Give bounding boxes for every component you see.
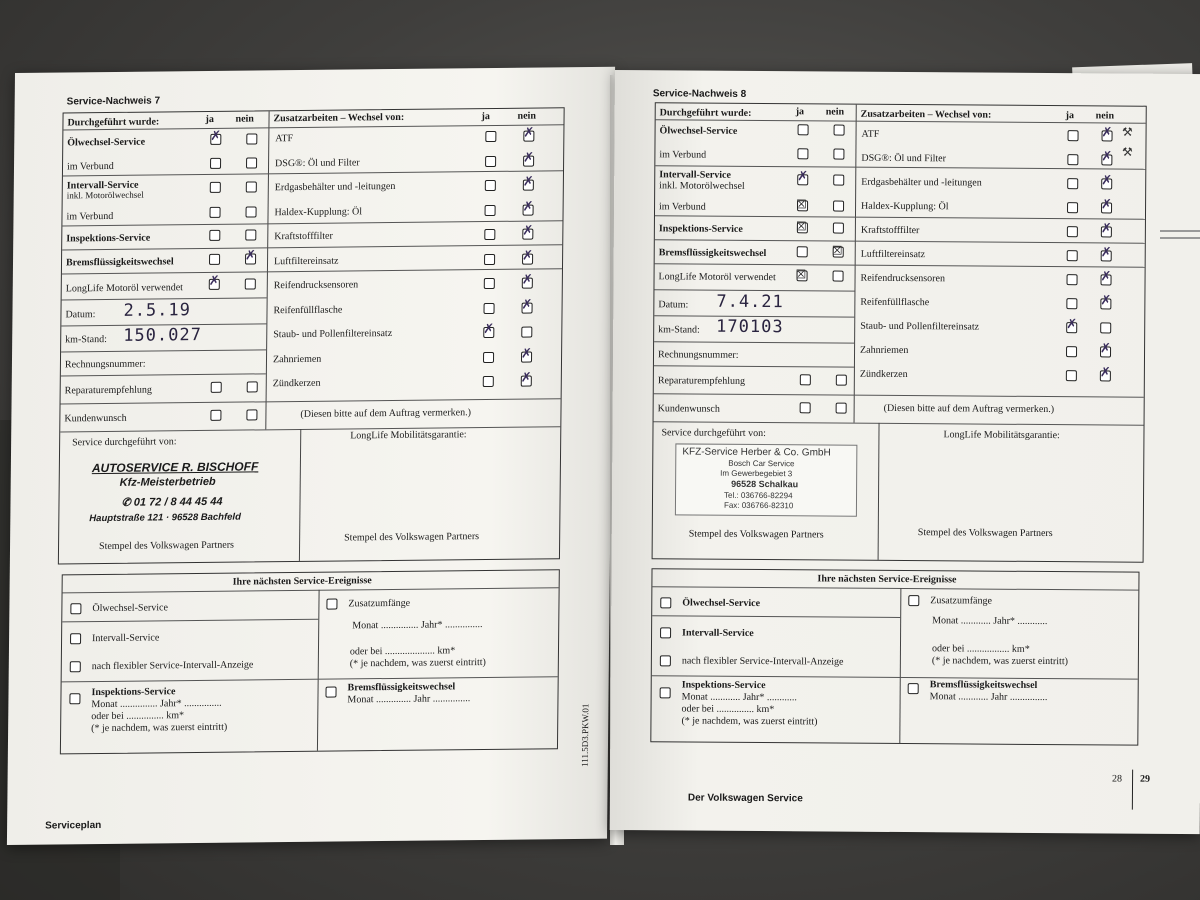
checkbox-zusatz-nein[interactable] — [521, 351, 532, 362]
stamp-caption-2: Stempel des Volkswagen Partners — [344, 531, 480, 544]
checkbox-zusatz-nein[interactable] — [1102, 130, 1113, 141]
zusatz-item: Reifenfüllflasche — [273, 304, 343, 316]
next-brems: Bremsflüssigkeitswechsel — [347, 681, 456, 694]
item-oelwechsel: Ölwechsel-Service — [67, 136, 146, 149]
zusatz-item: Zündkerzen — [859, 368, 908, 381]
stamp-caption-1: Stempel des Volkswagen Partners — [98, 539, 235, 553]
next-brems-monat: Monat ............ Jahr ............... — [929, 691, 1048, 704]
checkbox-brems-ja[interactable] — [209, 254, 220, 265]
next-oel: Ölwechsel-Service — [682, 597, 761, 610]
next-events-title: Ihre nächsten Service-Ereignisse — [232, 575, 372, 588]
checkbox-zusatz-ja[interactable] — [1066, 346, 1077, 357]
datum-value: 7.4.21 — [716, 291, 784, 313]
col-header-nein: nein — [825, 106, 845, 118]
checkbox-kunden-ja[interactable] — [210, 410, 221, 421]
footer-left: Serviceplan — [45, 819, 102, 832]
col-header-durchgefuehrt: Durchgeführt wurde: — [67, 116, 160, 129]
checkbox-kunden-nein[interactable] — [246, 409, 257, 420]
service-booklet — [10, 55, 1195, 855]
checkbox-zusatz-ja[interactable] — [485, 204, 496, 215]
checkbox-oel-nein[interactable] — [246, 133, 257, 144]
zusatz-item: Luftfiltereinsatz — [860, 248, 926, 261]
checkbox-zusatz-nein[interactable] — [523, 131, 534, 142]
next-insp-oder: oder bei ............... km* — [91, 710, 185, 723]
checkbox-zusatz-ja[interactable] — [1067, 154, 1078, 165]
zusatz-item: Kraftstofffilter — [860, 224, 920, 237]
checkbox-zusatz-ja[interactable] — [1067, 202, 1078, 213]
item-intervall: Intervall-Service — [66, 179, 139, 192]
checkbox-next-intervall[interactable] — [660, 627, 671, 638]
km-label: km-Stand: — [658, 324, 700, 336]
next-insp-je: (* je nachdem, was zuerst eintritt) — [91, 721, 228, 735]
longlife-label: LongLife Mobilitätsgarantie: — [943, 429, 1060, 442]
checkbox-zusatz-nein[interactable] — [1100, 346, 1111, 357]
checkbox-kunden-ja[interactable] — [800, 402, 811, 413]
zusatz-item: DSG®: Öl und Filter — [275, 156, 360, 169]
next-zusatz: Zusatzumfänge — [348, 597, 411, 610]
checkbox-verbund1-ja[interactable] — [797, 148, 808, 159]
rechnung-label: Rechnungsnummer: — [657, 349, 739, 361]
zusatz-item: Staub- und Pollenfiltereinsatz — [273, 328, 393, 341]
checkbox-zusatz-nein[interactable] — [522, 253, 533, 264]
checkbox-zusatz-ja[interactable] — [484, 302, 495, 313]
zusatz-item: Zahnriemen — [272, 353, 322, 365]
checkbox-reparatur-nein[interactable] — [247, 381, 258, 392]
checkbox-longlife-nein[interactable] — [833, 271, 844, 282]
form-code: 111.5D3.PKW.01 — [579, 703, 591, 767]
next-monat-jahr: Monat ............... Jahr* ............... — [352, 619, 483, 632]
checkbox-zusatz-nein[interactable] — [522, 302, 533, 313]
next-zusatz-monat: Monat ............ Jahr* ............ — [932, 615, 1048, 628]
checkbox-insp-nein[interactable] — [833, 223, 844, 234]
checkbox-zusatz-nein[interactable] — [1100, 322, 1111, 333]
checkbox-next-brems[interactable] — [908, 683, 919, 694]
checkbox-zusatz-nein[interactable] — [1101, 178, 1112, 189]
kunden-label: Kundenwunsch — [64, 412, 127, 425]
checkbox-zusatz-ja[interactable] — [1067, 250, 1078, 261]
service-form — [58, 107, 565, 564]
zusatz-item: Luftfiltereinsatz — [273, 255, 339, 267]
item-longlife: LongLife Motoröl verwendet — [658, 271, 776, 284]
checkbox-reparatur-ja[interactable] — [211, 382, 222, 393]
item-intervall-sub: inkl. Motorölwechsel — [66, 189, 144, 201]
zusatz-item: ATF — [861, 128, 880, 140]
checkbox-next-zusatz[interactable] — [326, 599, 337, 610]
next-insp: Inspektions-Service — [91, 686, 176, 699]
datum-label: Datum: — [65, 309, 96, 321]
checkbox-zusatz-ja[interactable] — [483, 376, 494, 387]
checkbox-verbund2-ja[interactable] — [209, 207, 220, 218]
checkbox-zusatz-ja[interactable] — [483, 351, 494, 362]
next-intervall: Intervall-Service — [682, 627, 754, 639]
datum-label: Datum: — [658, 299, 689, 311]
checkbox-next-intervall[interactable] — [70, 633, 81, 644]
checkbox-next-oel[interactable] — [660, 597, 671, 608]
checkbox-brems-nein[interactable] — [833, 247, 844, 258]
next-oder: oder bei .................... km* — [349, 645, 456, 658]
zusatz-item: Erdgasbehälter und -leitungen — [861, 176, 982, 189]
checkbox-zusatz-ja[interactable] — [1066, 298, 1077, 309]
zusatz-item: ATF — [275, 133, 294, 145]
checkbox-next-flex[interactable] — [70, 661, 81, 672]
item-longlife: LongLife Motoröl verwendet — [65, 282, 184, 295]
col-header-zusatz: Zusatzarbeiten – Wechsel von: — [273, 111, 405, 125]
item-inspektion: Inspektions-Service — [66, 232, 151, 245]
next-je: (* je nachdem, was zuerst eintritt) — [349, 656, 486, 670]
checkbox-zusatz-ja[interactable] — [1068, 130, 1079, 141]
col-header-nein: nein — [235, 113, 254, 125]
checkbox-zusatz-nein[interactable] — [1100, 370, 1111, 381]
checkbox-zusatz-ja[interactable] — [484, 253, 495, 264]
checkbox-reparatur-ja[interactable] — [800, 374, 811, 385]
datum-value: 2.5.19 — [123, 300, 192, 321]
item-oelwechsel: Ölwechsel-Service — [659, 125, 738, 137]
next-intervall: Intervall-Service — [92, 632, 160, 645]
checkbox-reparatur-nein[interactable] — [836, 375, 847, 386]
checkbox-zusatz-nein[interactable] — [1101, 274, 1112, 285]
stamp-caption-1: Stempel des Volkswagen Partners — [688, 528, 824, 541]
page-number-right: 29 — [1140, 773, 1151, 785]
checkbox-oel-ja[interactable] — [798, 124, 809, 135]
next-brems: Bremsflüssigkeitswechsel — [929, 679, 1038, 691]
reparatur-label: Reparaturempfehlung — [657, 375, 746, 387]
checkbox-verbund2-ja[interactable] — [797, 200, 808, 211]
checkbox-zusatz-ja[interactable] — [485, 131, 496, 142]
checkbox-verbund2-nein[interactable] — [833, 201, 844, 212]
checkbox-next-oel[interactable] — [70, 603, 81, 614]
item-inspektion: Inspektions-Service — [658, 223, 743, 235]
item-verbund-1: im Verbund — [66, 160, 114, 173]
checkbox-zusatz-nein[interactable] — [521, 327, 532, 338]
next-events-box — [60, 569, 560, 754]
checkbox-zusatz-ja[interactable] — [1066, 370, 1077, 381]
next-events-box — [650, 568, 1139, 745]
checkbox-longlife-ja[interactable] — [797, 270, 808, 281]
reparatur-label: Reparaturempfehlung — [64, 384, 152, 397]
zusatz-item: Staub- und Pollenfiltereinsatz — [860, 320, 980, 333]
item-verbund-1: im Verbund — [659, 149, 707, 161]
next-insp-monat: Monat ............ Jahr* ............ — [681, 691, 797, 704]
next-flex: nach flexibler Service-Intervall-Anzeige — [91, 659, 254, 673]
checkbox-intervall-nein[interactable] — [833, 175, 844, 186]
stamp-city: 96528 Schalkau — [731, 478, 799, 490]
stamp-caption-2: Stempel des Volkswagen Partners — [917, 527, 1053, 540]
item-intervall: Intervall-Service — [659, 169, 731, 181]
next-flex: nach flexibler Service-Intervall-Anzeige — [681, 655, 844, 668]
item-intervall-sub: inkl. Motorölwechsel — [659, 180, 745, 192]
stamp-phone: ✆ 01 72 / 8 44 45 44 — [121, 495, 223, 509]
next-events-title: Ihre nächsten Service-Ereignisse — [817, 573, 957, 586]
item-brems: Bremsflüssigkeitswechsel — [65, 256, 174, 269]
next-insp-monat: Monat ............... Jahr* ............... — [91, 697, 222, 711]
zusatz-item: Kraftstofffilter — [274, 230, 333, 243]
checkbox-zusatz-nein[interactable] — [1101, 154, 1112, 165]
col-header-ja: ja — [205, 113, 214, 125]
next-oder: oder bei ................. km* — [931, 643, 1030, 655]
checkbox-intervall-nein[interactable] — [246, 181, 257, 192]
stamp-sub: Kfz-Meisterbetrieb — [119, 475, 216, 489]
checkbox-zusatz-nein[interactable] — [522, 229, 533, 240]
left-page — [7, 67, 615, 845]
checkbox-verbund1-nein[interactable] — [246, 157, 257, 168]
km-value: 170103 — [716, 316, 784, 338]
checkbox-longlife-ja[interactable] — [209, 279, 220, 290]
checkbox-zusatz-nein[interactable] — [523, 204, 534, 215]
kunden-label: Kundenwunsch — [657, 403, 720, 415]
next-insp-je: (* je nachdem, was zuerst eintritt) — [681, 715, 818, 728]
zusatz-item: Reifendrucksensoren — [273, 279, 359, 292]
checkbox-insp-ja[interactable] — [797, 222, 808, 233]
checkbox-longlife-nein[interactable] — [245, 278, 256, 289]
phone-icon: ✆ — [121, 496, 134, 509]
checkbox-zusatz-ja[interactable] — [483, 327, 494, 338]
next-oel: Ölwechsel-Service — [92, 602, 168, 615]
zusatz-item: Zündkerzen — [272, 377, 321, 390]
next-insp-oder: oder bei ............... km* — [681, 703, 775, 716]
col-header-nein-2: nein — [517, 110, 536, 122]
col-header-durchgefuehrt: Durchgeführt wurde: — [659, 107, 752, 119]
stamp-sub: Bosch Car Service — [728, 458, 795, 469]
checkbox-insp-nein[interactable] — [245, 229, 256, 240]
hinweis-text: (Diesen bitte auf dem Auftrag vermerken.) — [300, 407, 472, 420]
checkbox-zusatz-nein[interactable] — [522, 278, 533, 289]
next-zusatz: Zusatzumfänge — [930, 595, 992, 607]
checkbox-verbund1-ja[interactable] — [210, 158, 221, 169]
checkbox-zusatz-ja[interactable] — [1067, 226, 1078, 237]
checkbox-zusatz-ja[interactable] — [484, 278, 495, 289]
footer-right: Der Volkswagen Service — [687, 792, 803, 805]
checkbox-zusatz-ja[interactable] — [485, 155, 496, 166]
col-header-ja-2: ja — [481, 111, 490, 123]
col-header-nein-2: nein — [1095, 110, 1115, 122]
zusatz-item: Haldex-Kupplung: Öl — [274, 205, 363, 218]
checkbox-intervall-ja[interactable] — [797, 174, 808, 185]
checkbox-zusatz-nein[interactable] — [521, 376, 532, 387]
km-value: 150.027 — [123, 325, 203, 346]
checkbox-brems-ja[interactable] — [797, 246, 808, 257]
next-insp: Inspektions-Service — [681, 679, 766, 692]
km-label: km-Stand: — [65, 333, 107, 346]
rechnung-label: Rechnungsnummer: — [64, 358, 146, 371]
checkbox-oel-nein[interactable] — [834, 125, 845, 136]
stamp-fax: Fax: 036766-82310 — [723, 500, 794, 511]
right-page — [610, 70, 1200, 834]
checkbox-zusatz-ja[interactable] — [484, 229, 495, 240]
zusatz-item: Haldex-Kupplung: Öl — [861, 200, 949, 213]
item-brems: Bremsflüssigkeitswechsel — [658, 247, 767, 260]
page-header: Service-Nachweis 7 — [66, 95, 161, 108]
checkbox-oel-ja[interactable] — [210, 134, 221, 145]
item-verbund-2: im Verbund — [66, 210, 114, 223]
zusatz-item: Reifenfüllflasche — [860, 296, 930, 309]
dealer-stamp — [675, 443, 857, 516]
col-header-ja-2: ja — [1065, 110, 1075, 122]
page-header: Service-Nachweis 8 — [652, 88, 747, 100]
stamp-street: Im Gewerbegebiet 3 — [720, 468, 793, 479]
checkbox-verbund2-nein[interactable] — [245, 206, 256, 217]
checkbox-insp-ja[interactable] — [209, 230, 220, 241]
stamp-name: AUTOSERVICE R. BISCHOFF — [91, 459, 259, 476]
col-header-zusatz: Zusatzarbeiten – Wechsel von: — [860, 108, 992, 121]
longlife-label: LongLife Mobilitätsgarantie: — [350, 429, 467, 442]
checkbox-zusatz-ja[interactable] — [485, 180, 496, 191]
zusatz-item: Erdgasbehälter und -leitungen — [274, 180, 396, 194]
checkbox-zusatz-nein[interactable] — [1101, 226, 1112, 237]
checkbox-intervall-ja[interactable] — [210, 182, 221, 193]
stamp-tel: Tel.: 036766-82294 — [724, 490, 793, 501]
checkbox-zusatz-nein[interactable] — [523, 180, 534, 191]
next-brems-monat: Monat .............. Jahr ............... — [347, 693, 471, 706]
checkbox-next-insp[interactable] — [660, 687, 671, 698]
checkbox-next-flex[interactable] — [660, 655, 671, 666]
checkbox-zusatz-nein[interactable] — [523, 155, 534, 166]
tool-icon: ⚒ — [1122, 145, 1133, 159]
stamp-name: KFZ-Service Herber & Co. GmbH — [682, 446, 831, 459]
zusatz-item: Reifendrucksensoren — [860, 272, 946, 285]
zusatz-item: DSG®: Öl und Filter — [861, 152, 946, 165]
checkbox-next-zusatz[interactable] — [908, 595, 919, 606]
checkbox-zusatz-nein[interactable] — [1100, 298, 1111, 309]
next-je: (* je nachdem, was zuerst eintritt) — [931, 655, 1068, 668]
checkbox-zusatz-ja[interactable] — [1067, 274, 1078, 285]
checkbox-kunden-nein[interactable] — [836, 403, 847, 414]
col-header-ja: ja — [795, 106, 805, 118]
wrench-icon: ⚒ — [1122, 125, 1133, 139]
checkbox-verbund1-nein[interactable] — [833, 149, 844, 160]
hinweis-text: (Diesen bitte auf dem Auftrag vermerken.) — [883, 402, 1055, 416]
checkbox-zusatz-ja[interactable] — [1067, 178, 1078, 189]
checkbox-brems-nein[interactable] — [245, 253, 256, 264]
checkbox-next-insp[interactable] — [69, 693, 80, 704]
zusatz-item: Zahnriemen — [860, 344, 909, 357]
item-verbund-2: im Verbund — [659, 201, 706, 213]
checkbox-zusatz-nein[interactable] — [1101, 250, 1112, 261]
service-form — [652, 102, 1147, 562]
checkbox-zusatz-nein[interactable] — [1101, 202, 1112, 213]
checkbox-next-brems[interactable] — [325, 687, 336, 698]
checkbox-zusatz-ja[interactable] — [1066, 322, 1077, 333]
paper-clip — [1160, 230, 1200, 232]
stamp-address: Hauptstraße 121 · 96528 Bachfeld — [89, 511, 241, 525]
paper-clip-2 — [1160, 237, 1200, 239]
service-label: Service durchgeführt von: — [661, 427, 766, 440]
service-label: Service durchgeführt von: — [72, 436, 177, 449]
page-number-left: 28 — [1112, 773, 1123, 785]
